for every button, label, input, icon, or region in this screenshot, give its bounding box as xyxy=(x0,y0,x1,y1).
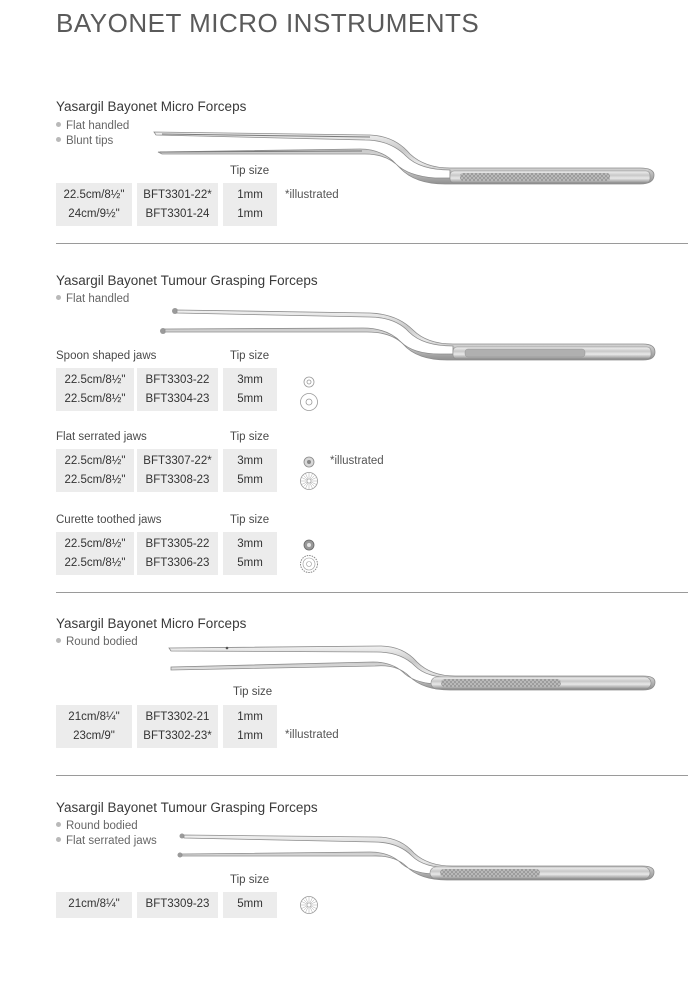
jaw-type-heading: Flat serrated jaws xyxy=(56,431,147,443)
jaw-type-heading: Spoon shaped jaws xyxy=(56,350,157,362)
toothed-large-icon xyxy=(299,554,319,574)
tip-size-value: 1mm xyxy=(237,189,263,201)
product-code: BFT3303-22 xyxy=(145,374,210,386)
product-code: BFT3302-23* xyxy=(143,730,212,742)
length-value: 22.5cm/8½" xyxy=(64,455,126,467)
code-cell xyxy=(137,892,218,918)
length-value: 22.5cm/8½" xyxy=(64,557,126,569)
length-value: 22.5cm/8½" xyxy=(64,374,126,386)
tip-cell xyxy=(223,183,277,226)
page-title: BAYONET MICRO INSTRUMENTS xyxy=(56,8,480,38)
tip-size-value: 5mm xyxy=(237,557,263,569)
product-title: Yasargil Bayonet Tumour Grasping Forceps xyxy=(56,273,318,288)
length-value: 23cm/9" xyxy=(73,730,115,742)
tip-size-value: 1mm xyxy=(237,730,263,742)
illustrated-note: *illustrated xyxy=(285,189,339,201)
product-code: BFT3309-23 xyxy=(145,898,210,910)
section-divider xyxy=(56,592,688,593)
length-cell xyxy=(56,892,132,918)
length-cell xyxy=(56,183,132,226)
product-code: BFT3302-21 xyxy=(145,711,210,723)
code-cell xyxy=(137,183,218,226)
feature-item: Blunt tips xyxy=(56,135,113,147)
product-code: BFT3301-22* xyxy=(143,189,212,201)
length-value: 22.5cm/8½" xyxy=(63,189,125,201)
spoon-small-icon xyxy=(302,375,316,389)
length-cell xyxy=(56,705,132,748)
jaw-type-heading: Curette toothed jaws xyxy=(56,514,162,526)
length-value: 21cm/8¼" xyxy=(68,898,120,910)
bullet-icon xyxy=(56,837,61,842)
tip-cell xyxy=(223,532,277,575)
code-cell xyxy=(137,368,218,411)
feature-item: Flat handled xyxy=(56,120,129,132)
section-divider xyxy=(56,243,688,244)
bullet-icon xyxy=(56,638,61,643)
tip-size-label: Tip size xyxy=(230,165,270,177)
tip-size-label: Tip size xyxy=(233,686,273,698)
product-code: BFT3304-23 xyxy=(145,393,210,405)
tip-cell xyxy=(223,368,277,411)
product-code: BFT3306-23 xyxy=(145,557,210,569)
tip-cell xyxy=(223,705,277,748)
tip-size-value: 3mm xyxy=(237,538,263,550)
tip-size-value: 1mm xyxy=(237,711,263,723)
length-value: 22.5cm/8½" xyxy=(64,393,126,405)
length-value: 24cm/9½" xyxy=(68,208,120,220)
section-divider xyxy=(56,775,688,776)
product-title: Yasargil Bayonet Micro Forceps xyxy=(56,616,247,631)
tip-cell xyxy=(223,892,277,918)
tip-size-label: Tip size xyxy=(230,350,270,362)
code-cell xyxy=(137,532,218,575)
toothed-small-icon xyxy=(302,538,316,552)
feature-item: Round bodied xyxy=(56,636,138,648)
tip-size-label: Tip size xyxy=(230,431,270,443)
tip-size-value: 5mm xyxy=(237,474,263,486)
product-title: Yasargil Bayonet Micro Forceps xyxy=(56,99,247,114)
length-cell xyxy=(56,532,134,575)
bullet-icon xyxy=(56,822,61,827)
length-value: 22.5cm/8½" xyxy=(64,474,126,486)
tip-size-label: Tip size xyxy=(230,514,270,526)
spoon-large-icon xyxy=(299,392,319,412)
tip-size-value: 1mm xyxy=(237,208,263,220)
tip-cell xyxy=(223,449,277,492)
serrated-large-icon xyxy=(299,471,319,491)
product-title: Yasargil Bayonet Tumour Grasping Forceps xyxy=(56,800,318,815)
forceps-illustration xyxy=(150,124,660,190)
bullet-icon xyxy=(56,122,61,127)
code-cell xyxy=(137,449,218,492)
serrated-small-icon xyxy=(302,455,316,469)
illustrated-note: *illustrated xyxy=(285,729,339,741)
tip-size-label: Tip size xyxy=(230,874,270,886)
illustrated-note: *illustrated xyxy=(330,455,384,467)
length-value: 21cm/8¼" xyxy=(68,711,120,723)
tip-size-value: 5mm xyxy=(237,393,263,405)
product-code: BFT3301-24 xyxy=(145,208,210,220)
product-code: BFT3307-22* xyxy=(143,455,212,467)
bullet-icon xyxy=(56,137,61,142)
product-code: BFT3308-23 xyxy=(145,474,210,486)
length-value: 22.5cm/8½" xyxy=(64,538,126,550)
feature-item: Round bodied xyxy=(56,820,138,832)
product-code: BFT3305-22 xyxy=(145,538,210,550)
code-cell xyxy=(137,705,218,748)
feature-item: Flat handled xyxy=(56,293,129,305)
length-cell xyxy=(56,449,134,492)
feature-item: Flat serrated jaws xyxy=(56,835,157,847)
serrated-large-icon xyxy=(299,895,319,915)
tip-size-value: 3mm xyxy=(237,374,263,386)
bullet-icon xyxy=(56,295,61,300)
tip-size-value: 5mm xyxy=(237,898,263,910)
length-cell xyxy=(56,368,134,411)
tip-size-value: 3mm xyxy=(237,455,263,467)
